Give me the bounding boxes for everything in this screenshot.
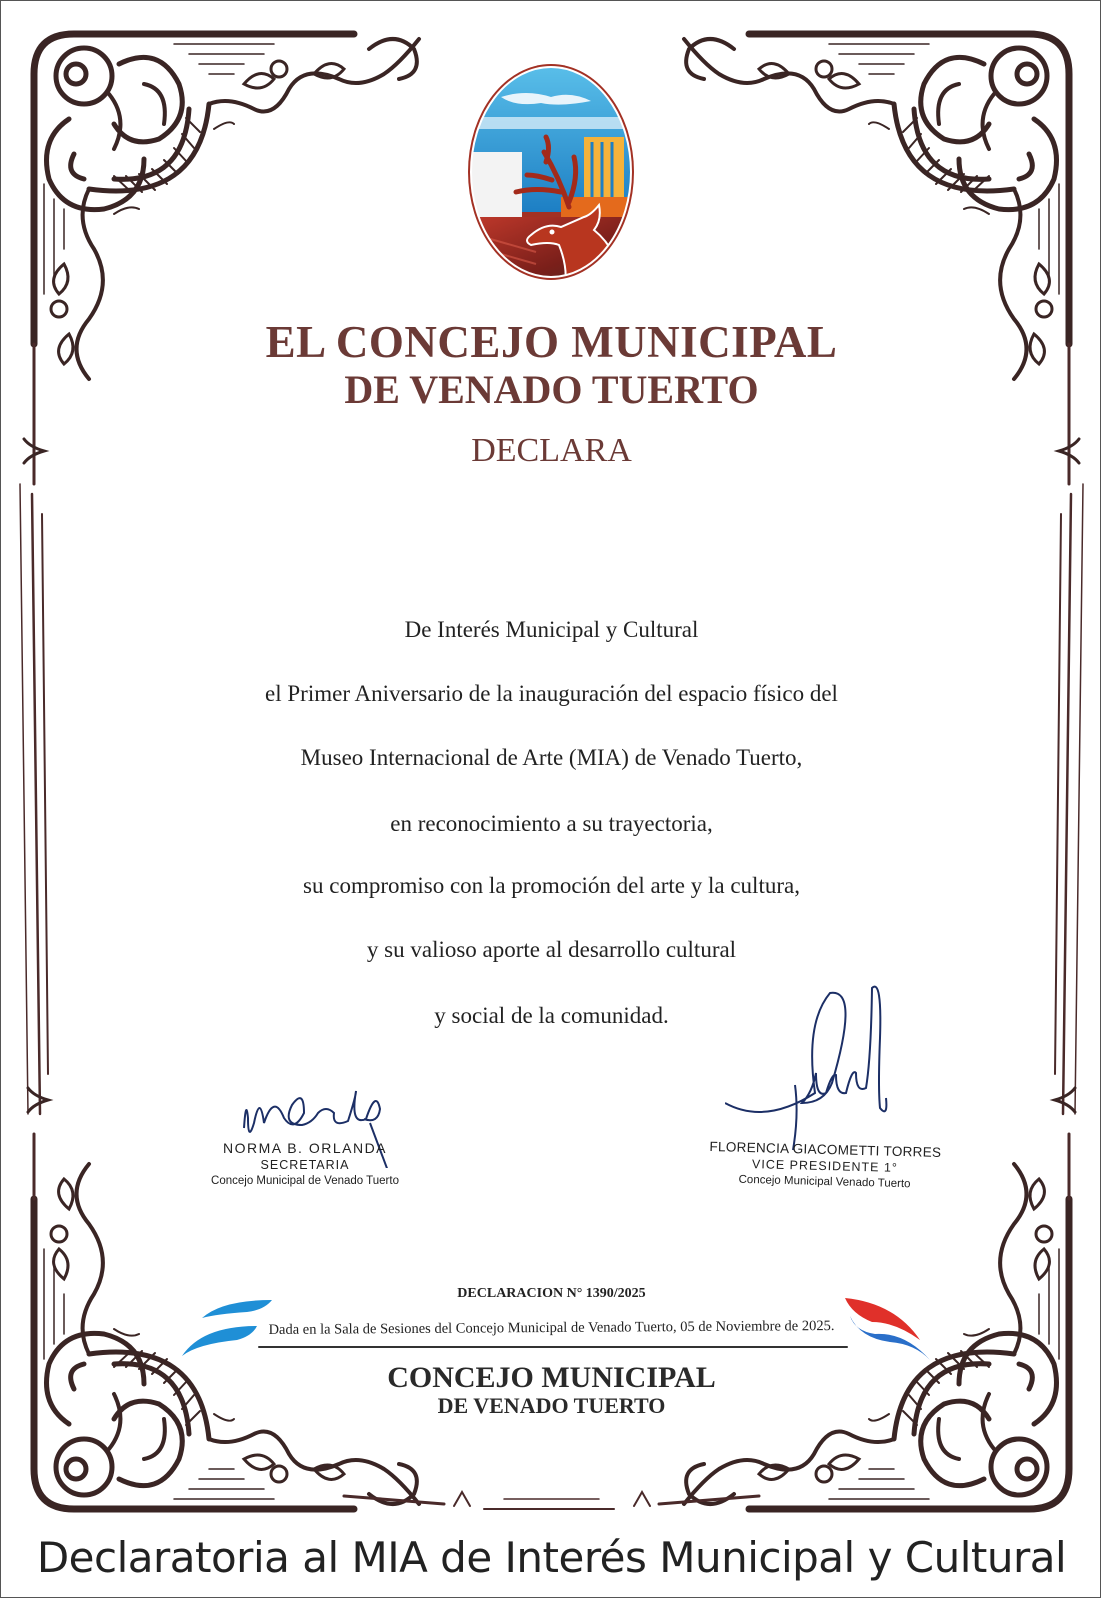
deer-emblem-logo: [466, 62, 636, 282]
image-caption: Declaratoria al MIA de Interés Municipal y Cultural: [36, 1533, 1067, 1582]
given-at-line: Dada en la Sala de Sesiones del Concejo Municipal de Venado Tuerto, 05 de Noviembre de 2025.: [268, 1318, 835, 1338]
declara-heading: DECLARA: [471, 432, 632, 469]
body-line-5: su compromiso con la promoción del arte y la cultura,: [303, 873, 800, 898]
footer-title-line-1: CONCEJO MUNICIPAL: [387, 1361, 716, 1394]
title-line-2: DE VENADO TUERTO: [344, 367, 759, 412]
body-line-1: De Interés Municipal y Cultural: [404, 617, 699, 642]
body-line-6: y su valioso aporte al desarrollo cultural: [366, 937, 737, 962]
signatory-right-name: FLORENCIA GIACOMETTI TORRES: [709, 1138, 942, 1161]
signatory-right-organization: Concejo Municipal Venado Tuerto: [738, 1173, 911, 1191]
title-line-1: EL CONCEJO MUNICIPAL: [265, 317, 838, 367]
declaration-number: DECLARACION N° 1390/2025: [457, 1286, 646, 1301]
signatory-left-name: NORMA B. ORLANDA: [222, 1140, 388, 1156]
footer-title-line-2: DE VENADO TUERTO: [437, 1393, 666, 1418]
body-line-4: en reconocimiento a su trayectoria,: [390, 811, 713, 836]
body-line-7: y social de la comunidad.: [434, 1003, 669, 1028]
divider-rule: [258, 1346, 848, 1348]
signatory-left-organization: Concejo Municipal de Venado Tuerto: [211, 1175, 399, 1187]
signatory-left-role: SECRETARIA: [260, 1158, 350, 1172]
signatory-right-role: VICE PRESIDENTE 1°: [751, 1157, 899, 1175]
signatory-left: [190, 1140, 420, 1187]
body-line-2: el Primer Aniversario de la inauguración del espacio físico del: [265, 681, 838, 706]
signature-florencia-giacometti: [725, 985, 905, 1150]
body-line-3: Museo Internacional de Arte (MIA) de Venado Tuerto,: [300, 745, 803, 770]
signatory-right: [704, 1139, 945, 1191]
